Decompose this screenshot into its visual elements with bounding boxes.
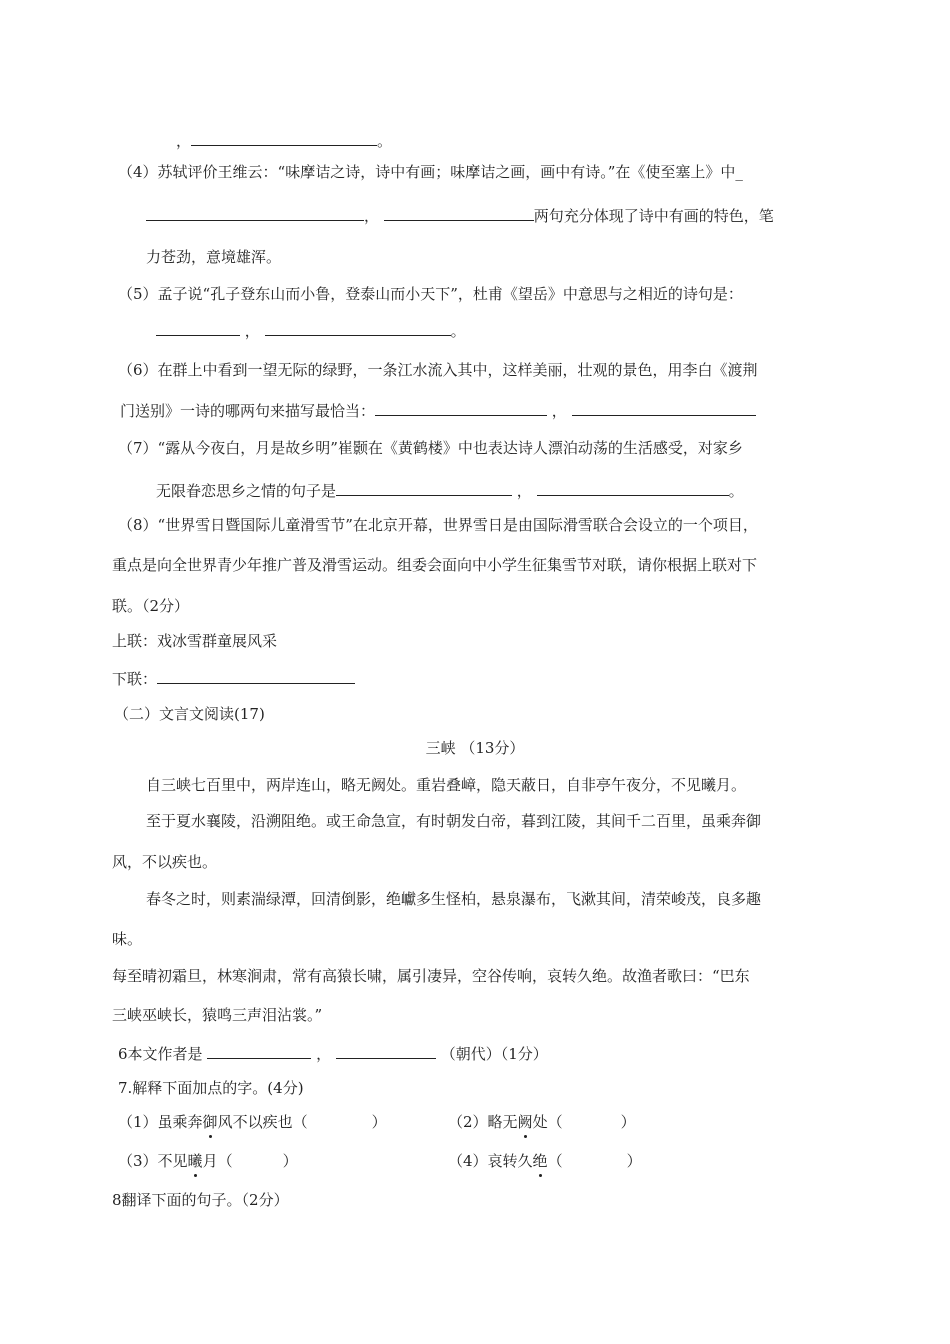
dotted-char: 绝 bbox=[532, 1152, 548, 1170]
q8-line1: （8）“世界雪日暨国际儿童滑雪节”在北京开幕，世界雪日是由国际滑雪联合会设立的一个项目， bbox=[118, 516, 758, 534]
passage-p4a: 每至晴初霜旦，林寒涧肃，常有高猿长啸，属引凄异，空谷传响，哀转久绝。故渔者歌曰：“巴东 bbox=[112, 967, 750, 985]
item-text: （4）哀转久 bbox=[448, 1152, 533, 1170]
passage-title: 三峡 （13分） bbox=[425, 739, 525, 757]
answer-blank[interactable] bbox=[191, 130, 377, 146]
answer-blank[interactable] bbox=[157, 668, 355, 684]
comma: ， bbox=[316, 1045, 332, 1063]
lower-couplet-label: 下联： bbox=[112, 670, 158, 688]
q8-line2: 重点是向全世界青少年推广普及滑雪运动。组委会面向中小学生征集雪节对联，请你根据上联对下 bbox=[112, 556, 758, 574]
dotted-char: 御 bbox=[202, 1113, 218, 1131]
answer-blank[interactable] bbox=[572, 400, 756, 416]
q7-line2-text: 无限眷恋思乡之情的句子是 bbox=[156, 482, 337, 500]
comma: ， bbox=[516, 482, 532, 500]
dotted-char: 曦 bbox=[187, 1152, 203, 1170]
q-author-label: 6本文作者是 bbox=[118, 1045, 203, 1063]
q6-line2 bbox=[120, 400, 756, 421]
q6-line1: （6）在群上中看到一望无际的绿野，一条江水流入其中，这样美丽，壮观的景色，用李白《渡荆 bbox=[118, 361, 758, 379]
answer-blank[interactable] bbox=[537, 480, 729, 496]
q-explain-item-2 bbox=[448, 1112, 636, 1132]
answer-blank[interactable] bbox=[265, 320, 451, 336]
paren: ） bbox=[282, 1152, 298, 1170]
item-text: 月（ bbox=[202, 1152, 233, 1170]
comma: ， bbox=[176, 132, 192, 150]
prev-answer-line bbox=[176, 130, 392, 151]
comma: ， bbox=[244, 322, 260, 340]
upper-couplet: 上联：戏冰雪群童展风采 bbox=[112, 632, 278, 650]
answer-blank[interactable] bbox=[384, 205, 534, 221]
q7-line2 bbox=[156, 480, 744, 501]
paren: ） bbox=[620, 1113, 636, 1131]
period: 。 bbox=[450, 322, 466, 340]
answer-blank[interactable] bbox=[336, 480, 512, 496]
q-explain-title: 7.解释下面加点的字。(4分) bbox=[118, 1079, 304, 1097]
passage-p2b: 风，不以疾也。 bbox=[112, 853, 218, 871]
q5-line2 bbox=[156, 320, 466, 341]
item-text: （ bbox=[547, 1152, 563, 1170]
q4-line2 bbox=[146, 205, 774, 226]
q4-line2-text: 两句充分体现了诗中有画的特色，笔 bbox=[533, 207, 774, 225]
item-text: （1）虽乘奔 bbox=[118, 1113, 203, 1131]
lower-couplet bbox=[112, 668, 355, 689]
q5-line1: （5）孟子说“孔子登东山而小鲁，登泰山而小天下”，杜甫《望岳》中意思与之相近的诗句是： bbox=[118, 285, 743, 303]
item-text: 风不以疾也（ bbox=[217, 1113, 308, 1131]
paren: ） bbox=[626, 1152, 642, 1170]
answer-blank[interactable] bbox=[207, 1043, 311, 1059]
passage-p4b: 三峡巫峡长，猿鸣三声泪沾裳。” bbox=[112, 1006, 323, 1024]
answer-blank[interactable] bbox=[146, 205, 364, 221]
paren: ） bbox=[371, 1113, 387, 1131]
q7-line1: （7）“露从今夜白，月是故乡明”崔颢在《黄鹤楼》中也表达诗人漂泊动荡的生活感受，对家乡 bbox=[118, 439, 743, 457]
dotted-char: 阙 bbox=[517, 1113, 533, 1131]
q-author bbox=[118, 1043, 548, 1064]
q-explain-item-3 bbox=[118, 1151, 298, 1171]
period: 。 bbox=[728, 482, 744, 500]
q6-line2-text: 门送别》一诗的哪两句来描写最恰当： bbox=[120, 402, 376, 420]
passage-p3b: 味。 bbox=[112, 930, 143, 948]
item-text: （2）略无 bbox=[448, 1113, 518, 1131]
answer-blank[interactable] bbox=[375, 400, 547, 416]
q-author-suffix: （朝代）（1分） bbox=[440, 1045, 548, 1063]
comma: ， bbox=[364, 207, 380, 225]
answer-blank[interactable] bbox=[336, 1043, 436, 1059]
item-text: （3）不见 bbox=[118, 1152, 188, 1170]
item-text: 处（ bbox=[532, 1113, 563, 1131]
q-translate-title: 8翻译下面的句子。（2分） bbox=[112, 1191, 289, 1209]
period: 。 bbox=[377, 132, 393, 150]
section-heading: （二）文言文阅读(17) bbox=[114, 705, 265, 723]
q8-line3: 联。（2分） bbox=[112, 597, 190, 615]
passage-p3a: 春冬之时，则素湍绿潭，回清倒影，绝巘多生怪柏，悬泉瀑布，飞漱其间，清荣峻茂，良多趣 bbox=[146, 890, 762, 908]
passage-p1: 自三峡七百里中，两岸连山，略无阙处。重岩叠嶂，隐天蔽日，自非亭午夜分，不见曦月。 bbox=[146, 776, 747, 794]
answer-blank[interactable] bbox=[156, 320, 240, 336]
comma: ， bbox=[551, 402, 567, 420]
q4-line1: （4）苏轼评价王维云：“味摩诘之诗，诗中有画；味摩诘之画，画中有诗。”在《使至塞上》中_ bbox=[118, 163, 743, 181]
passage-p2a: 至于夏水襄陵，沿溯阻绝。或王命急宣，有时朝发白帝，暮到江陵，其间千二百里，虽乘奔御 bbox=[146, 812, 762, 830]
q-explain-item-4 bbox=[448, 1151, 642, 1171]
q-explain-item-1 bbox=[118, 1112, 387, 1132]
q4-line3: 力苍劲，意境雄浑。 bbox=[146, 248, 282, 266]
